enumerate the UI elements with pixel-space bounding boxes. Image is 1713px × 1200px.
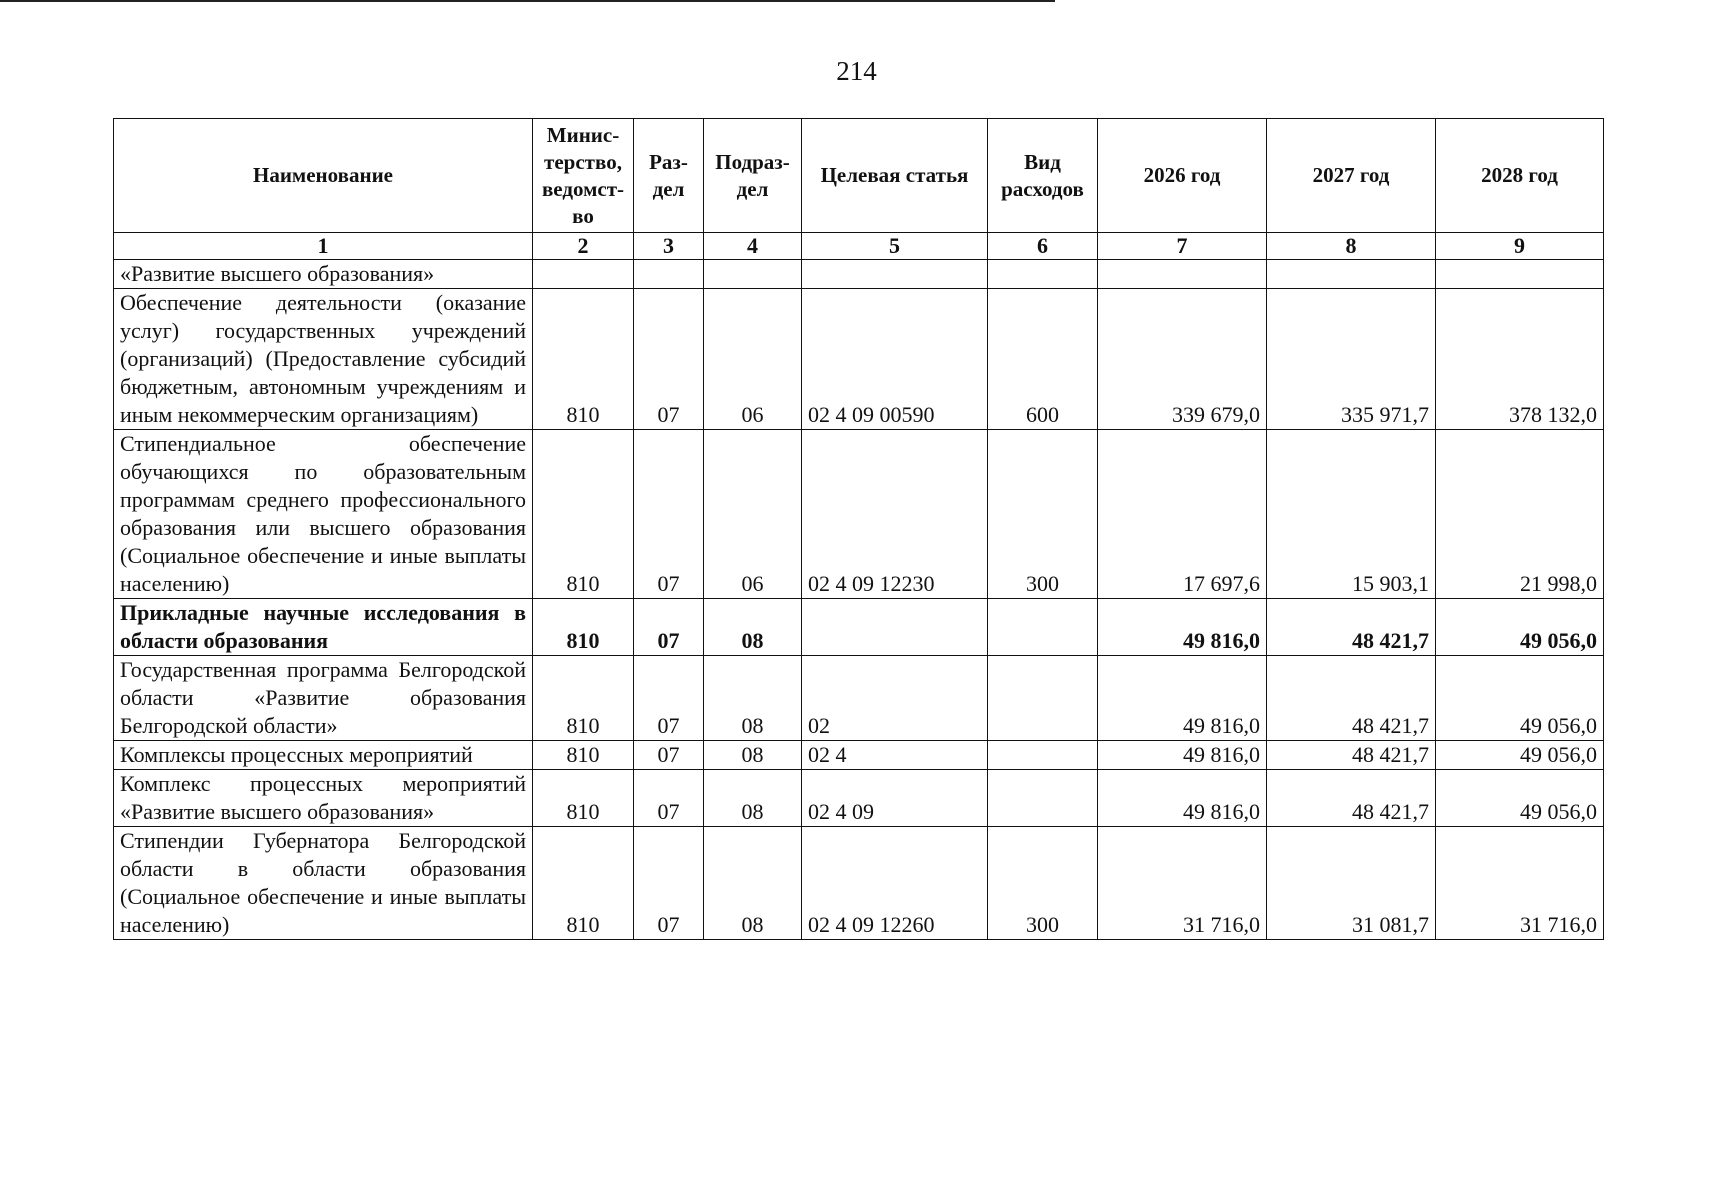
row-section: 07 [634, 741, 704, 770]
header-year-2026: 2026 год [1098, 119, 1267, 233]
row-subsection: 08 [704, 599, 802, 656]
row-value-2026: 49 816,0 [1098, 656, 1267, 741]
row-section: 07 [634, 289, 704, 430]
row-value-2028: 21 998,0 [1436, 430, 1604, 599]
row-expense-type [988, 770, 1098, 827]
column-number: 7 [1098, 233, 1267, 260]
row-value-2028: 49 056,0 [1436, 770, 1604, 827]
column-number: 5 [802, 233, 988, 260]
row-name: Прикладные научные исследования в области образования [114, 599, 533, 656]
row-target-article: 02 4 09 [802, 770, 988, 827]
table-row [114, 289, 1604, 430]
row-subsection: 08 [704, 827, 802, 940]
header-ministry: Минис-терство, ведомст-во [533, 119, 634, 233]
row-section: 07 [634, 599, 704, 656]
header-section: Раз-дел [634, 119, 704, 233]
row-subsection: 06 [704, 430, 802, 599]
row-ministry: 810 [533, 289, 634, 430]
row-value-2027: 335 971,7 [1267, 289, 1436, 430]
row-value-2027: 48 421,7 [1267, 770, 1436, 827]
row-expense-type: 300 [988, 827, 1098, 940]
row-subsection: 06 [704, 289, 802, 430]
table-row [114, 741, 1604, 770]
row-value-2026: 49 816,0 [1098, 741, 1267, 770]
row-name: Комплекс процессных мероприятий «Развитие высшего образования» [114, 770, 533, 827]
page-number: 214 [836, 56, 877, 86]
row-section: 07 [634, 656, 704, 741]
table-row [114, 430, 1604, 599]
row-value-2027: 48 421,7 [1267, 656, 1436, 741]
row-value-2028: 49 056,0 [1436, 656, 1604, 741]
row-ministry: 810 [533, 430, 634, 599]
row-ministry: 810 [533, 656, 634, 741]
row-expense-type [988, 741, 1098, 770]
row-subsection [704, 260, 802, 289]
row-name: Стипендиальное обеспечение обучающихся по образовательным программам среднего профессионального образования или высшего образования (Социальное обеспечение и иные выплаты населению) [114, 430, 533, 599]
row-target-article: 02 4 [802, 741, 988, 770]
header-target-article: Целевая статья [802, 119, 988, 233]
row-value-2027 [1267, 260, 1436, 289]
header-year-2028: 2028 год [1436, 119, 1604, 233]
row-target-article: 02 [802, 656, 988, 741]
row-expense-type [988, 599, 1098, 656]
row-target-article: 02 4 09 12230 [802, 430, 988, 599]
column-number: 2 [533, 233, 634, 260]
row-ministry: 810 [533, 599, 634, 656]
row-value-2027: 31 081,7 [1267, 827, 1436, 940]
header-year-2027: 2027 год [1267, 119, 1436, 233]
table-row [114, 656, 1604, 741]
header-subsection: Подраз-дел [704, 119, 802, 233]
header-expense-type: Вид расходов [988, 119, 1098, 233]
column-number: 9 [1436, 233, 1604, 260]
row-section: 07 [634, 827, 704, 940]
row-target-article: 02 4 09 00590 [802, 289, 988, 430]
row-value-2026: 49 816,0 [1098, 770, 1267, 827]
row-section [634, 260, 704, 289]
column-number-row [114, 233, 1604, 260]
row-section: 07 [634, 430, 704, 599]
row-name: «Развитие высшего образования» [114, 260, 533, 289]
row-value-2027: 48 421,7 [1267, 741, 1436, 770]
row-target-article: 02 4 09 12260 [802, 827, 988, 940]
row-value-2026: 31 716,0 [1098, 827, 1267, 940]
column-number: 1 [114, 233, 533, 260]
row-value-2026 [1098, 260, 1267, 289]
table-row [114, 827, 1604, 940]
table-row-subtotal [114, 599, 1604, 656]
top-border-line [0, 0, 1055, 2]
header-name: Наименование [114, 119, 533, 233]
column-number: 3 [634, 233, 704, 260]
column-number: 8 [1267, 233, 1436, 260]
row-ministry: 810 [533, 827, 634, 940]
budget-table [113, 118, 1604, 940]
row-expense-type [988, 260, 1098, 289]
row-value-2026: 339 679,0 [1098, 289, 1267, 430]
column-number: 4 [704, 233, 802, 260]
row-value-2028 [1436, 260, 1604, 289]
row-subsection: 08 [704, 741, 802, 770]
row-value-2026: 49 816,0 [1098, 599, 1267, 656]
row-subsection: 08 [704, 656, 802, 741]
row-ministry: 810 [533, 770, 634, 827]
row-section: 07 [634, 770, 704, 827]
row-value-2028: 378 132,0 [1436, 289, 1604, 430]
row-target-article [802, 260, 988, 289]
row-subsection: 08 [704, 770, 802, 827]
row-value-2027: 15 903,1 [1267, 430, 1436, 599]
row-name: Стипендии Губернатора Белгородской области в области образования (Социальное обеспечение и иные выплаты населению) [114, 827, 533, 940]
row-ministry: 810 [533, 741, 634, 770]
row-value-2028: 31 716,0 [1436, 827, 1604, 940]
table-row [114, 770, 1604, 827]
row-value-2028: 49 056,0 [1436, 741, 1604, 770]
column-number: 6 [988, 233, 1098, 260]
row-expense-type: 600 [988, 289, 1098, 430]
row-name: Государственная программа Белгородской области «Развитие образования Белгородской области» [114, 656, 533, 741]
row-ministry [533, 260, 634, 289]
row-value-2028: 49 056,0 [1436, 599, 1604, 656]
row-expense-type: 300 [988, 430, 1098, 599]
table-row [114, 260, 1604, 289]
row-name: Комплексы процессных мероприятий [114, 741, 533, 770]
row-value-2027: 48 421,7 [1267, 599, 1436, 656]
row-name: Обеспечение деятельности (оказание услуг) государственных учреждений (организаций) (Предоставление субсидий бюджетным, автономным учреждениям и иным некоммерческим организациям) [114, 289, 533, 430]
row-target-article [802, 599, 988, 656]
row-expense-type [988, 656, 1098, 741]
header-row [114, 119, 1604, 233]
row-value-2026: 17 697,6 [1098, 430, 1267, 599]
